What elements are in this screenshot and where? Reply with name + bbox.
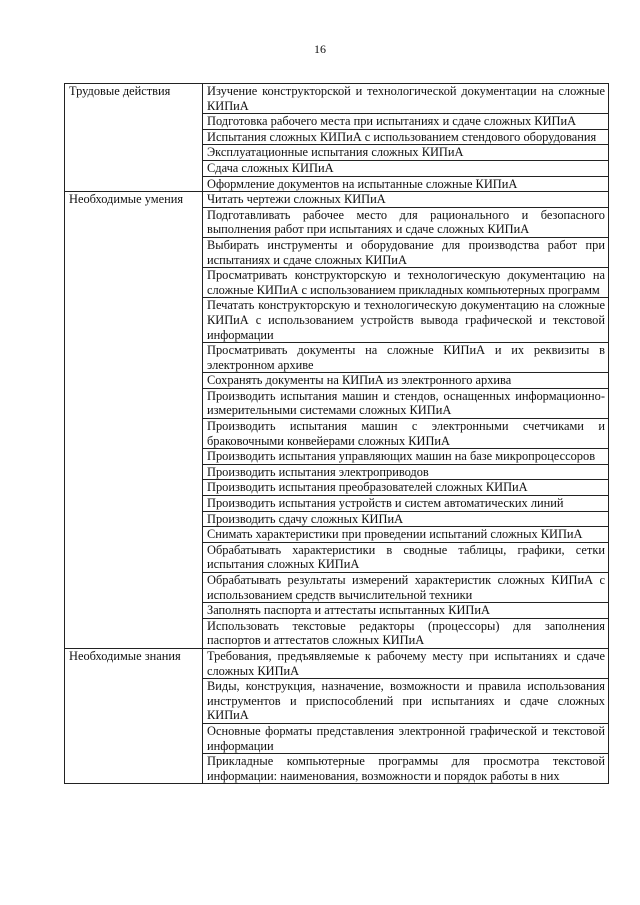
section-label: Необходимые умения — [65, 192, 203, 649]
table-cell-item: Изучение конструкторской и технологической документации на сложные КИПиА — [203, 84, 609, 114]
table-cell-item: Производить испытания машин и стендов, оснащенных информационно-измерительными системами сложных КИПиА — [203, 388, 609, 418]
table-cell-item: Производить испытания устройств и систем автоматических линий — [203, 496, 609, 512]
table-cell-item: Обрабатывать характеристики в сводные таблицы, графики, сетки испытания сложных КИПиА — [203, 542, 609, 572]
table-cell-item: Читать чертежи сложных КИПиА — [203, 192, 609, 208]
section-label: Необходимые знания — [65, 648, 203, 783]
table-cell-item: Просматривать документы на сложные КИПиА и их реквизиты в электронном архиве — [203, 343, 609, 373]
table-cell-item: Подготавливать рабочее место для рационального и безопасного выполнения работ при испытаниях и сдаче сложных КИПиА — [203, 207, 609, 237]
table-cell-item: Производить испытания управляющих машин на базе микропроцессоров — [203, 449, 609, 465]
table-row — [65, 192, 609, 208]
table-cell-item: Сдача сложных КИПиА — [203, 160, 609, 176]
table-cell-item: Производить испытания машин с электронными счетчиками и браковочными конвейерами сложных КИПиА — [203, 419, 609, 449]
table-row — [65, 648, 609, 678]
table-cell-item: Подготовка рабочего места при испытаниях и сдаче сложных КИПиА — [203, 114, 609, 130]
table-cell-item: Печатать конструкторскую и технологическую документацию на сложные КИПиА с использованием устройств вывода графической и текстовой информации — [203, 298, 609, 343]
table-cell-item: Производить испытания электроприводов — [203, 464, 609, 480]
table-cell-item: Основные форматы представления электронной графической и текстовой информации — [203, 723, 609, 753]
table-cell-item: Заполнять паспорта и аттестаты испытанных КИПиА — [203, 603, 609, 619]
table-cell-item: Производить испытания преобразователей сложных КИПиА — [203, 480, 609, 496]
table-cell-item: Использовать текстовые редакторы (процессоры) для заполнения паспортов и аттестатов сложных КИПиА — [203, 618, 609, 648]
table-cell-item: Эксплуатационные испытания сложных КИПиА — [203, 145, 609, 161]
table-cell-item: Просматривать конструкторскую и технологическую документацию на сложные КИПиА с использованием прикладных компьютерных программ — [203, 268, 609, 298]
requirements-table — [64, 83, 609, 784]
page-number: 16 — [314, 42, 326, 56]
table-cell-item: Испытания сложных КИПиА с использованием стендового оборудования — [203, 129, 609, 145]
table-cell-item: Выбирать инструменты и оборудование для производства работ при испытаниях и сдаче сложных КИПиА — [203, 237, 609, 267]
table-row — [65, 84, 609, 114]
table-cell-item: Сохранять документы на КИПиА из электронного архива — [203, 373, 609, 389]
table-cell-item: Виды, конструкция, назначение, возможности и правила использования инструментов и приспособлений при испытаниях и сдаче сложных КИПиА — [203, 679, 609, 724]
table-cell-item: Снимать характеристики при проведении испытаний сложных КИПиА — [203, 527, 609, 543]
table-cell-item: Производить сдачу сложных КИПиА — [203, 511, 609, 527]
table-cell-item: Обрабатывать результаты измерений характеристик сложных КИПиА с использованием средств вычислительной техники — [203, 573, 609, 603]
table-cell-item: Прикладные компьютерные программы для просмотра текстовой информации: наименования, возможности и порядок работы в них — [203, 754, 609, 784]
table-cell-item: Оформление документов на испытанные сложные КИПиА — [203, 176, 609, 192]
table-cell-item: Требования, предъявляемые к рабочему месту при испытаниях и сдаче сложных КИПиА — [203, 648, 609, 678]
section-label: Трудовые действия — [65, 84, 203, 192]
